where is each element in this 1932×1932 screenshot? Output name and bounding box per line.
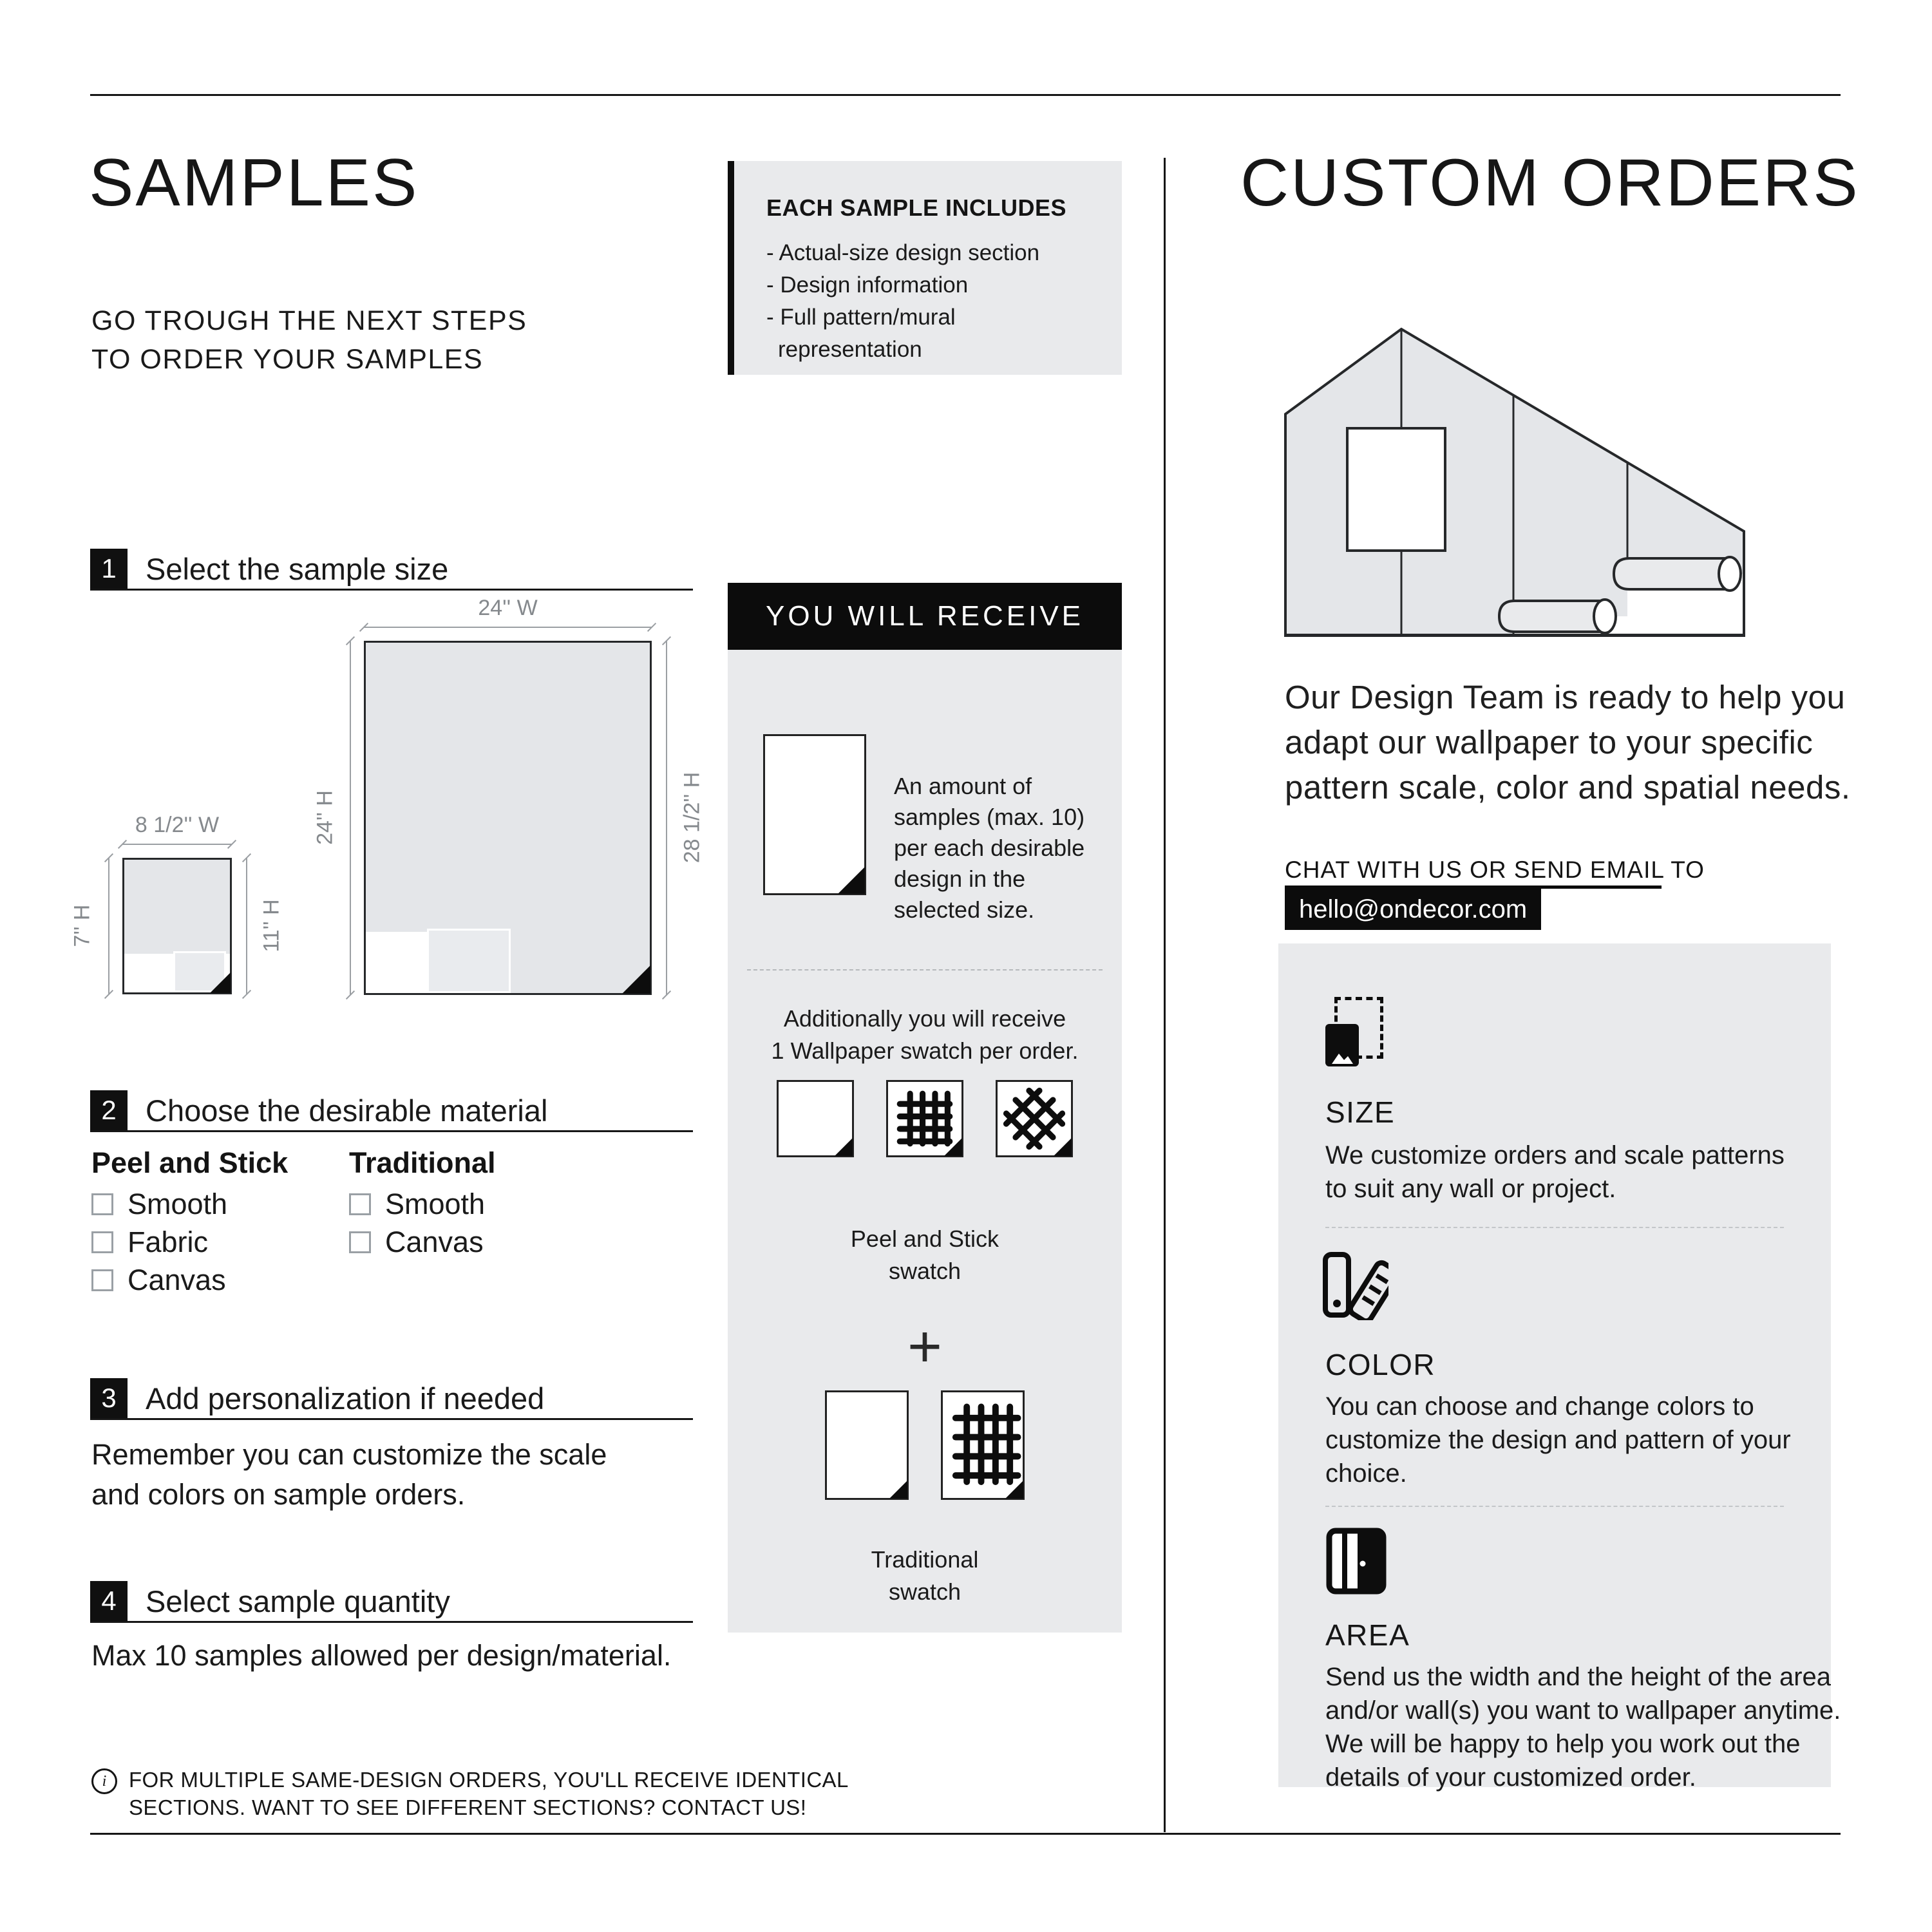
wallpaper-roll-icon xyxy=(1499,600,1616,633)
step-4-text: Max 10 samples allowed per design/material. xyxy=(91,1639,672,1672)
checkbox-label: Fabric xyxy=(128,1226,209,1258)
size-crop-icon xyxy=(1325,997,1385,1066)
material-option-row xyxy=(349,1226,484,1259)
fold-corner-icon xyxy=(835,1138,853,1156)
step-3-text-line-1: Remember you can customize the scale xyxy=(91,1438,607,1471)
top-rule xyxy=(90,94,1841,96)
step-4-header xyxy=(90,1581,450,1621)
chat-label: CHAT WITH US OR SEND EMAIL TO xyxy=(1285,857,1705,883)
material-option-row xyxy=(349,1188,485,1221)
fold-corner-icon xyxy=(1005,1481,1023,1499)
additional-swatch-text xyxy=(728,1003,1122,1067)
peel-swatch-row xyxy=(728,1080,1122,1157)
step-4-number: 4 xyxy=(90,1581,128,1621)
checkbox-trad-canvas[interactable] xyxy=(349,1231,371,1253)
large-left-dim-line xyxy=(350,641,351,995)
small-width-dim-line xyxy=(122,844,232,845)
small-height-right-label: 11'' H xyxy=(259,899,284,952)
email-badge[interactable]: hello@ondecor.com xyxy=(1285,889,1541,930)
step-2-underline xyxy=(90,1130,693,1132)
large-diagram-inner-square xyxy=(427,929,511,993)
small-diagram-fold-corner xyxy=(210,972,231,993)
bottom-rule xyxy=(90,1833,1841,1835)
peel-and-stick-heading: Peel and Stick xyxy=(91,1146,289,1179)
swatch-grid-icon xyxy=(941,1390,1025,1500)
small-right-dim-line xyxy=(246,858,247,994)
includes-list xyxy=(766,237,1039,366)
fold-corner-icon xyxy=(889,1481,907,1499)
step-1-header xyxy=(90,549,448,589)
step-2-number: 2 xyxy=(90,1090,128,1130)
large-right-dim-line xyxy=(666,641,667,995)
wallpaper-roll-icon xyxy=(1614,557,1741,591)
you-will-receive-panel xyxy=(728,650,1122,1633)
fold-corner-icon xyxy=(838,867,865,894)
material-option-row xyxy=(91,1188,227,1221)
feature-text-line: details of your customized order. xyxy=(1325,1763,1696,1792)
checkbox-label: Canvas xyxy=(128,1264,226,1296)
additional-line: 1 Wallpaper swatch per order. xyxy=(771,1037,1079,1064)
fold-corner-icon xyxy=(1054,1138,1072,1156)
intro-line: adapt our wallpaper to your specific xyxy=(1285,724,1814,761)
feature-area-text xyxy=(1325,1660,1841,1794)
includes-item: - Design information xyxy=(766,272,969,298)
large-width-dim-line xyxy=(364,627,652,628)
area-door-icon xyxy=(1325,1528,1387,1595)
each-sample-includes-box xyxy=(728,161,1122,375)
additional-line: Additionally you will receive xyxy=(783,1005,1066,1032)
step-2-header xyxy=(90,1090,547,1130)
step-1-title: Select the sample size xyxy=(146,551,449,586)
feature-area-title: AREA xyxy=(1325,1618,1410,1652)
fold-corner-icon xyxy=(944,1138,962,1156)
step-4-title: Select sample quantity xyxy=(146,1584,450,1618)
feature-text-line: customize the design and pattern of your xyxy=(1325,1426,1791,1454)
color-swatches-icon xyxy=(1321,1249,1388,1320)
footnote xyxy=(91,1766,896,1821)
design-team-intro xyxy=(1285,675,1903,810)
swatch-crosshatch-icon xyxy=(996,1080,1073,1157)
feature-size-title: SIZE xyxy=(1325,1095,1396,1129)
feature-text-line: We customize orders and scale patterns xyxy=(1325,1141,1785,1170)
feature-text-line: You can choose and change colors to xyxy=(1325,1392,1754,1421)
step-3-text-line-2: and colors on sample orders. xyxy=(91,1478,466,1511)
step-3-underline xyxy=(90,1418,693,1420)
samples-amount-line: An amount of xyxy=(894,773,1032,799)
step-3-text xyxy=(91,1435,607,1515)
samples-amount-line: design in the xyxy=(894,866,1026,892)
samples-amount-line: samples (max. 10) xyxy=(894,804,1085,830)
sample-sheet-icon xyxy=(763,734,866,895)
checkbox-trad-smooth[interactable] xyxy=(349,1193,371,1215)
step-3-number: 3 xyxy=(90,1378,128,1418)
feature-text-line: We will be happy to help you work out the xyxy=(1325,1730,1801,1758)
material-option-row xyxy=(91,1226,208,1259)
step-2-title: Choose the desirable material xyxy=(146,1093,548,1128)
step-3-title: Add personalization if needed xyxy=(146,1381,545,1416)
checkbox-peel-smooth[interactable] xyxy=(91,1193,113,1215)
feature-text-line: choice. xyxy=(1325,1459,1407,1488)
samples-subtitle xyxy=(91,301,527,379)
small-sample-diagram xyxy=(122,858,232,994)
subtitle-line-1: GO TROUGH THE NEXT STEPS xyxy=(91,305,527,336)
samples-title: SAMPLES xyxy=(89,146,419,220)
footnote-text xyxy=(129,1766,849,1821)
traditional-swatch-row xyxy=(728,1390,1122,1500)
checkbox-peel-canvas[interactable] xyxy=(91,1269,113,1291)
peel-swatch-label xyxy=(728,1223,1122,1287)
checkbox-peel-fabric[interactable] xyxy=(91,1231,113,1253)
column-divider xyxy=(1164,158,1166,1832)
includes-title: EACH SAMPLE INCLUDES xyxy=(766,194,1067,221)
small-height-left-label: 7'' H xyxy=(70,904,95,947)
feature-text-line: to suit any wall or project. xyxy=(1325,1175,1616,1203)
footnote-line-2: SECTIONS. WANT TO SEE DIFFERENT SECTIONS? CONTACT US! xyxy=(129,1795,807,1819)
trad-label-line: swatch xyxy=(888,1578,961,1605)
feature-color-text xyxy=(1325,1390,1791,1490)
large-height-left-label: 24'' H xyxy=(312,790,337,845)
swatch-grid-icon xyxy=(886,1080,963,1157)
checkbox-label: Smooth xyxy=(128,1188,228,1220)
includes-item: - Full pattern/mural xyxy=(766,305,956,330)
feature-color-title: COLOR xyxy=(1325,1348,1436,1381)
panel-divider xyxy=(747,969,1103,971)
includes-item: - Actual-size design section xyxy=(766,240,1040,265)
subtitle-line-2: TO ORDER YOUR SAMPLES xyxy=(91,344,484,375)
large-height-right-label: 28 1/2'' H xyxy=(679,772,705,864)
small-left-dim-line xyxy=(108,858,109,994)
samples-amount-line: per each desirable xyxy=(894,835,1085,861)
large-diagram-fold-corner xyxy=(622,965,650,994)
house-wallpaper-illustration xyxy=(1282,325,1748,639)
mountain-glyph xyxy=(1329,1047,1355,1066)
step-1-number: 1 xyxy=(90,549,128,589)
large-sample-diagram xyxy=(364,641,652,995)
large-width-label: 24'' W xyxy=(478,596,538,620)
checkbox-label: Smooth xyxy=(385,1188,486,1220)
feature-text-line: and/or wall(s) you want to wallpaper anytime. xyxy=(1325,1696,1841,1725)
intro-line: pattern scale, color and spatial needs. xyxy=(1285,769,1851,806)
feature-text-line: Send us the width and the height of the area xyxy=(1325,1663,1832,1691)
traditional-heading: Traditional xyxy=(349,1146,496,1179)
includes-item-wrap: representation xyxy=(778,337,922,362)
intro-line: Our Design Team is ready to help you xyxy=(1285,679,1846,715)
checkbox-label: Canvas xyxy=(385,1226,484,1258)
swatch-plain-icon xyxy=(777,1080,854,1157)
custom-orders-title: CUSTOM ORDERS xyxy=(1240,146,1860,220)
info-icon: i xyxy=(91,1768,117,1794)
feature-size-text xyxy=(1325,1139,1785,1206)
trad-label-line: Traditional xyxy=(871,1546,979,1573)
traditional-swatch-label xyxy=(728,1544,1122,1608)
samples-amount-text xyxy=(894,771,1113,925)
plus-icon: + xyxy=(907,1314,942,1379)
feature-divider xyxy=(1325,1227,1784,1228)
samples-amount-line: selected size. xyxy=(894,896,1035,923)
small-width-label: 8 1/2'' W xyxy=(135,813,220,837)
crop-image-thumb xyxy=(1325,1024,1359,1066)
swatch-plain-icon xyxy=(825,1390,909,1500)
peel-label-line: swatch xyxy=(888,1258,961,1284)
footnote-line-1: FOR MULTIPLE SAME-DESIGN ORDERS, YOU'LL RECEIVE IDENTICAL xyxy=(129,1768,849,1792)
feature-divider xyxy=(1325,1506,1784,1507)
material-option-row xyxy=(91,1264,226,1297)
you-will-receive-header: YOU WILL RECEIVE xyxy=(728,583,1122,650)
step-4-underline xyxy=(90,1621,693,1623)
peel-label-line: Peel and Stick xyxy=(850,1226,999,1252)
step-1-underline xyxy=(90,589,693,591)
step-3-header xyxy=(90,1378,544,1418)
